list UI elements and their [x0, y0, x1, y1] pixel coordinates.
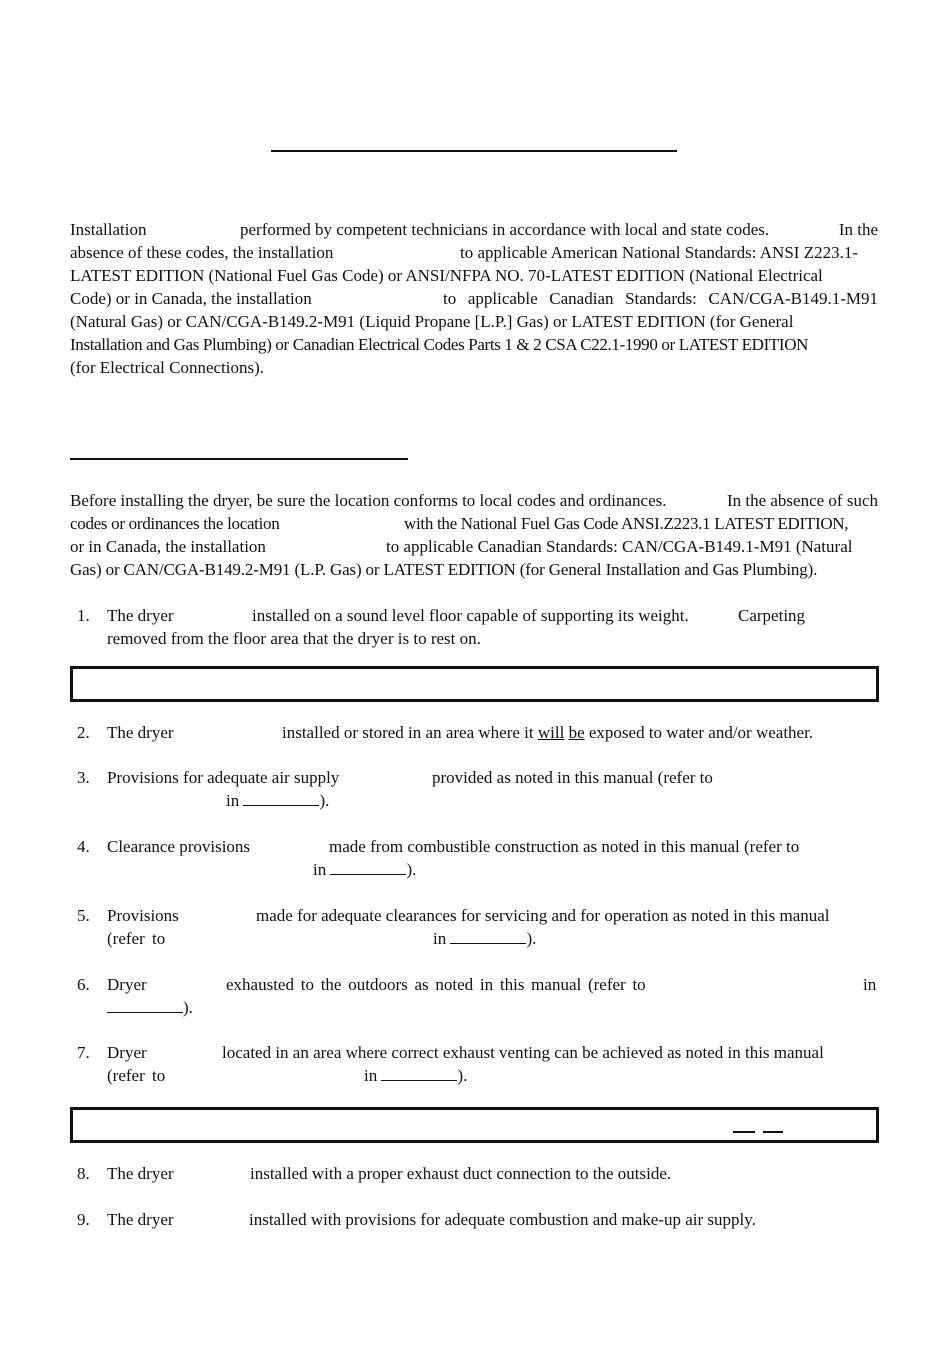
- page-reference-blank: [330, 859, 406, 875]
- item-text: ).: [526, 929, 537, 948]
- item-text: in: [364, 1066, 378, 1085]
- section2-underline: [70, 458, 408, 460]
- text: In the absence of such: [726, 491, 878, 510]
- item-text: The dryer: [107, 1210, 174, 1229]
- reference-line: [433, 927, 536, 950]
- item-text: made for adequate clearances for servicing and for operation as noted in this manual: [256, 906, 830, 925]
- paragraph-text: with the National Fuel Gas Code ANSI.Z223.1 LATEST EDITION,: [404, 514, 849, 533]
- item-text: removed from the floor area that the dryer is to rest on.: [107, 629, 481, 648]
- text: In the: [838, 220, 878, 239]
- page-reference-blank: [450, 928, 526, 944]
- notice-box: [70, 1107, 879, 1143]
- paragraph-text: to applicable American National Standards: ANSI Z223.1-: [460, 243, 858, 262]
- item-text-group: [282, 721, 813, 744]
- text: (Natural Gas) or CAN/CGA-B149.2-M91 (Liquid Propane [L.P.] Gas) or LATEST EDITION (for General: [70, 312, 794, 331]
- notice-box: [70, 666, 879, 702]
- item-text: exposed to water and/or weather.: [588, 723, 814, 742]
- item-text: The dryer: [107, 1164, 174, 1183]
- item-number: 8.: [77, 1164, 90, 1183]
- item-text: in: [313, 860, 327, 879]
- underline-mark: [733, 1131, 755, 1133]
- item-text: ).: [406, 860, 417, 879]
- item-text: Provisions for adequate air supply: [107, 768, 340, 787]
- item-text: in: [863, 975, 877, 994]
- text: LATEST EDITION (National Fuel Gas Code) or ANSI/NFPA NO. 70-LATEST EDITION (National Electrical: [70, 266, 823, 285]
- reference-line: [364, 1064, 467, 1087]
- text: Installation: [70, 220, 147, 239]
- reference-line: [313, 858, 416, 881]
- item-number: 5.: [77, 906, 90, 925]
- item-text: ).: [319, 791, 330, 810]
- text-group: [240, 218, 878, 241]
- item-text: located in an area where correct exhaust venting can be achieved as noted in this manual: [222, 1043, 824, 1062]
- item-text: exhausted to the outdoors as noted in this manual (refer to: [226, 975, 646, 994]
- paragraph-line: [70, 264, 878, 287]
- item-text: (refer to: [107, 1066, 166, 1085]
- item-text: Provisions: [107, 906, 179, 925]
- item-text: ).: [457, 1066, 468, 1085]
- item-text: in: [433, 929, 447, 948]
- emphasis-text: be: [568, 723, 585, 742]
- page-reference-blank: [243, 790, 319, 806]
- item-text: Dryer: [107, 975, 147, 994]
- item-text: installed on a sound level floor capable of supporting its weight.: [252, 606, 689, 625]
- emphasis-text: will: [537, 723, 565, 742]
- item-number: 6.: [77, 975, 90, 994]
- item-text: installed with provisions for adequate combustion and make-up air supply.: [249, 1210, 756, 1229]
- paragraph-line: [70, 310, 878, 333]
- reference-line: [226, 789, 329, 812]
- item-number: 3.: [77, 768, 90, 787]
- item-number: 1.: [77, 606, 90, 625]
- item-text: ).: [183, 998, 193, 1017]
- page-reference-blank: [381, 1065, 457, 1081]
- item-text: provided as noted in this manual (refer to: [432, 768, 713, 787]
- paragraph-line: [70, 489, 878, 512]
- item-text: Clearance provisions: [107, 837, 251, 856]
- item-number: 2.: [77, 723, 90, 742]
- paragraph-text: absence of these codes, the installation: [70, 243, 334, 262]
- paragraph-text: codes or ordinances the location: [70, 514, 280, 533]
- paragraph-text: to applicable Canadian Standards: CAN/CGA-B149.1-M91: [443, 289, 878, 308]
- underline-mark: [763, 1131, 783, 1133]
- paragraph-line: [70, 218, 878, 241]
- item-text: Carpeting: [738, 606, 806, 625]
- item-text: The dryer: [107, 723, 174, 742]
- item-number: 4.: [77, 837, 90, 856]
- text: Before installing the dryer, be sure the location conforms to local codes and ordinances.: [70, 491, 667, 510]
- item-text: Dryer: [107, 1043, 147, 1062]
- paragraph-text: or in Canada, the installation: [70, 537, 266, 556]
- item-number: 9.: [77, 1210, 90, 1229]
- paragraph-text: (for Electrical Connections).: [70, 358, 265, 377]
- item-text: installed or stored in an area where it: [282, 723, 534, 742]
- item-text: The dryer: [107, 606, 174, 625]
- reference-line: [107, 996, 193, 1019]
- paragraph-text: to applicable Canadian Standards: CAN/CGA-B149.1-M91 (Natural: [386, 537, 853, 556]
- item-number: 7.: [77, 1043, 90, 1062]
- title-underline: [271, 150, 677, 152]
- item-text: made from combustible construction as noted in this manual (refer to: [329, 837, 800, 856]
- paragraph-text: Gas) or CAN/CGA-B149.2-M91 (L.P. Gas) or LATEST EDITION (for General Installation and Gas Plumbing).: [70, 560, 818, 579]
- text: performed by competent technicians in accordance with local and state codes.: [240, 220, 770, 239]
- item-text: in: [226, 791, 240, 810]
- item-text: installed with a proper exhaust duct connection to the outside.: [250, 1164, 672, 1183]
- paragraph-text: Code) or in Canada, the installation: [70, 289, 312, 308]
- item-text: (refer to: [107, 929, 166, 948]
- paragraph-text: Installation and Gas Plumbing) or Canadian Electrical Codes Parts 1 & 2 CSA C22.1-1990 or LATEST EDITION: [70, 335, 809, 354]
- page-reference-blank: [107, 997, 183, 1013]
